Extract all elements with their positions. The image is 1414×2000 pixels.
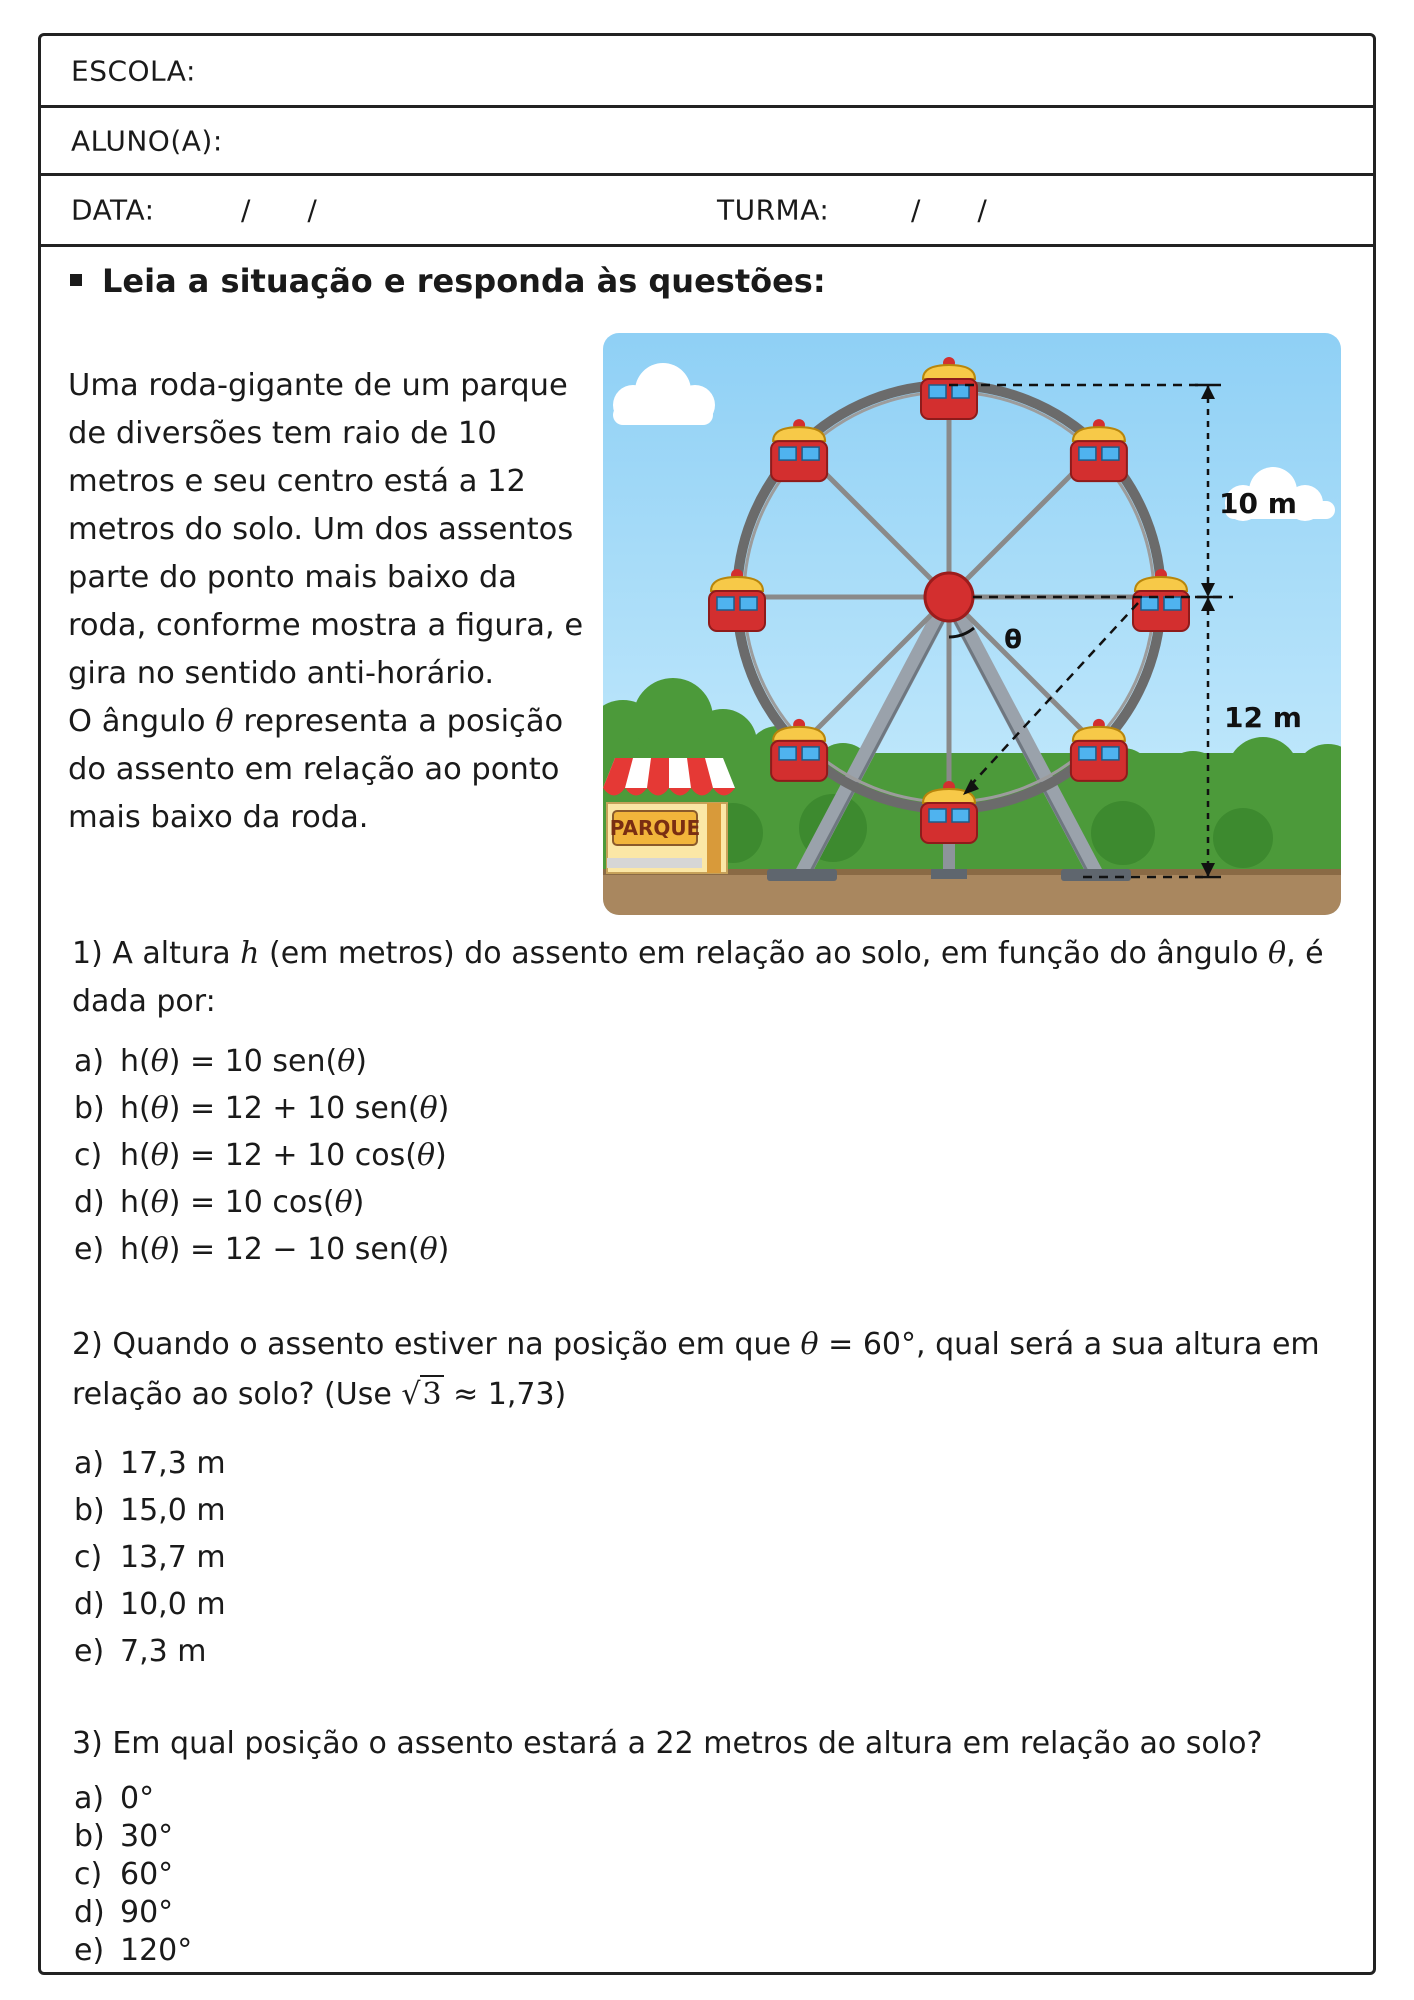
q1-option-a[interactable]: a) h(θ) = 10 sen(θ) <box>74 1044 367 1079</box>
instruction <box>70 262 826 300</box>
question-3-options <box>74 1780 192 1970</box>
question-2 <box>72 1320 1352 1420</box>
intro-paragraph-2: O ângulo θ representa a posição do assento em relação ao ponto mais baixo da roda. <box>68 704 564 835</box>
question-1 <box>72 930 1342 1026</box>
problem-statement <box>68 362 598 842</box>
q2-option-e[interactable]: e) 7,3 m <box>74 1634 207 1669</box>
header-row-student <box>41 108 1373 176</box>
height-label: 12 m <box>1224 701 1302 734</box>
q2-option-b[interactable]: b) 15,0 m <box>74 1493 226 1528</box>
q1-option-b[interactable]: b) h(θ) = 12 + 10 sen(θ) <box>74 1091 450 1126</box>
ferris-wheel-illustration <box>603 333 1341 915</box>
booth-sign: PARQUE <box>609 816 701 840</box>
intro-paragraph-1: Uma roda-gigante de um parque de diversões tem raio de 10 metros e seu centro está a 12 metros do solo. Um dos assentos parte do ponto mais baixo da roda, conforme mostra a figura, e gira no sentido anti-horário. <box>68 368 584 691</box>
q3-option-e[interactable]: e) 120° <box>74 1933 193 1968</box>
ticket-booth <box>603 758 735 873</box>
student-label: ALUNO(A): <box>71 124 223 157</box>
class-label: TURMA: <box>717 193 830 227</box>
q3-option-c[interactable]: c) 60° <box>74 1857 174 1892</box>
sqrt-symbol: √3 <box>401 1377 442 1412</box>
q2-option-c[interactable]: c) 13,7 m <box>74 1540 226 1575</box>
instruction-text: Leia a situação e responda às questões: <box>102 262 826 300</box>
q3-option-a[interactable]: a) 0° <box>74 1781 155 1816</box>
date-separators: / / <box>241 193 318 227</box>
question-1-text: 1) A altura h (em metros) do assento em relação ao solo, em função do ângulo θ, é dada por: <box>72 936 1324 1019</box>
bullet-icon <box>70 274 82 286</box>
q2-option-a[interactable]: a) 17,3 m <box>74 1446 226 1481</box>
question-2-text: 2) Quando o assento estiver na posição em que θ = 60°, qual será a sua altura em relação ao solo? (Use √3 ≈ 1,73) <box>72 1320 1352 1420</box>
class-separators: / / <box>911 193 988 227</box>
header-row-school <box>41 36 1373 108</box>
q3-option-d[interactable]: d) 90° <box>74 1895 174 1930</box>
school-label: ESCOLA: <box>71 54 196 87</box>
question-2-options <box>74 1440 226 1675</box>
q1-option-c[interactable]: c) h(θ) = 12 + 10 cos(θ) <box>74 1138 447 1173</box>
radius-label: 10 m <box>1219 487 1297 520</box>
q1-option-d[interactable]: d) h(θ) = 10 cos(θ) <box>74 1185 365 1220</box>
question-3 <box>72 1720 1352 1768</box>
question-1-options <box>74 1038 449 1273</box>
q1-option-e[interactable]: e) h(θ) = 12 − 10 sen(θ) <box>74 1232 450 1267</box>
header-row-date-class <box>41 176 1373 247</box>
angle-theta-label: θ <box>1004 625 1022 655</box>
q3-option-b[interactable]: b) 30° <box>74 1819 174 1854</box>
question-3-text: 3) Em qual posição o assento estará a 22 metros de altura em relação ao solo? <box>72 1726 1263 1761</box>
q2-option-d[interactable]: d) 10,0 m <box>74 1587 226 1622</box>
ground <box>603 873 1341 915</box>
date-label: DATA: <box>71 193 155 227</box>
